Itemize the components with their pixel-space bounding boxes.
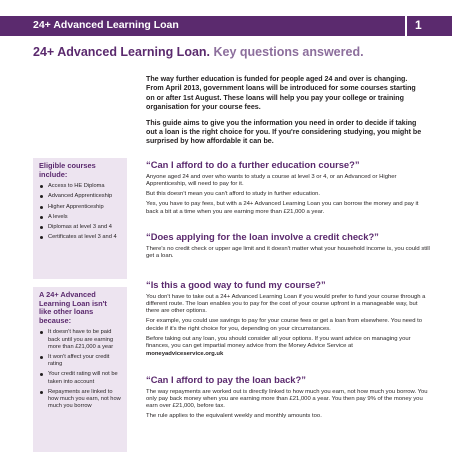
header-bar [0,16,452,36]
answer-paragraph: But this doesn't mean you can't afford to study in further education. [146,191,321,198]
question-heading: “Can I afford to pay the loan back?” [146,374,306,385]
header-title: 24+ Advanced Learning Loan [33,19,179,31]
loan-differences-list [39,329,121,410]
eligible-courses-list [39,183,121,241]
intro-text [146,75,426,153]
answer-paragraph-advice [146,336,431,358]
list-item: Diplomas at level 3 and 4 [39,224,121,231]
list-item: Certificates at level 3 and 4 [39,234,121,241]
list-item: Advanced Apprenticeship [39,193,121,200]
question-fund-course [146,280,431,361]
header-divider [405,16,407,36]
list-item: Repayments are linked to how much you earn, not how much you borrow [39,389,121,411]
question-pay-back [146,375,431,424]
list-item: Higher Apprenticeship [39,204,121,211]
headline-main: 24+ Advanced Learning Loan. [33,45,211,59]
list-item: Access to HE Diploma [39,183,121,190]
answer-paragraph: Anyone aged 24 and over who wants to study a course at level 3 or 4, or an Advanced or Higher Apprenticeship, will need to pay for it. [146,173,397,187]
answer-paragraph: The rule applies to the equivalent weekly and monthly amounts too. [146,413,322,420]
list-item: It doesn't have to be paid back until you are earning more than £21,000 a year [39,329,121,351]
eligible-courses-panel [33,158,127,279]
answer-paragraph: For example, you could use savings to pay for your course fees or get a loan from elsewhere. You need to decide if it's the right choice for you, depending on your circumstances. [146,318,423,332]
question-heading: “Is this a good way to fund my course?” [146,279,326,290]
eligible-courses-title: Eligible courses include: [39,161,96,179]
answer-paragraph: You don't have to take out a 24+ Advanced Learning Loan if you would prefer to fund your course through a different route. The loan enables you to pay for the cost of your course upfront in a manageable way, but there are other options. [146,293,426,315]
page-number: 1 [415,18,422,32]
money-advice-link[interactable]: moneyadviceservice.org.uk [146,350,224,357]
question-afford-course [146,160,431,219]
loan-differences-title: A 24+ Advanced Learning Loan isn't like other loans because: [39,290,107,325]
intro-paragraph-2: This guide aims to give you the information you need in order to decide if taking out a loan is the right choice for you. If you're considering studying, you might be surprised by how affordable it can be. [146,118,422,146]
answer-paragraph: There's no credit check or upper age limit and it doesn't matter what your household income is, you could still get a loan. [146,245,430,259]
answer-paragraph: The way repayments are worked out is directly linked to how much you earn, not how much you borrow. You only pay back money when you are earning more than £21,000 a year. You then pay 9% of the money you earn over £21,000, before tax. [146,388,428,410]
page-headline [33,45,433,59]
question-credit-check [146,232,431,263]
loan-differences-panel [33,287,127,452]
answer-paragraph: Yes, you have to pay fees, but with a 24+ Advanced Learning Loan you can borrow the money and pay it back a bit at a time when you are earning more than £21,000 a year. [146,201,419,215]
question-heading: “Can I afford to do a further education course?” [146,159,360,170]
list-item: It won't affect your credit rating [39,354,121,368]
question-heading: “Does applying for the loan involve a credit check?” [146,231,379,242]
headline-accent: Key questions answered. [213,45,364,59]
list-item: A levels [39,214,121,221]
answer-text: Before taking out any loan, you should consider all your options. If you want advice on managing your finances, you can get impartial money advice from the Money Advice Service at [146,336,411,350]
list-item: Your credit rating will not be taken into account [39,371,121,385]
intro-paragraph-1: The way further education is funded for people aged 24 and over is changing. From April 2013, government loans will be introduced for some courses starting on or after 1st August. These loans will help you pay your college or training organisation for your course fees. [146,75,416,112]
